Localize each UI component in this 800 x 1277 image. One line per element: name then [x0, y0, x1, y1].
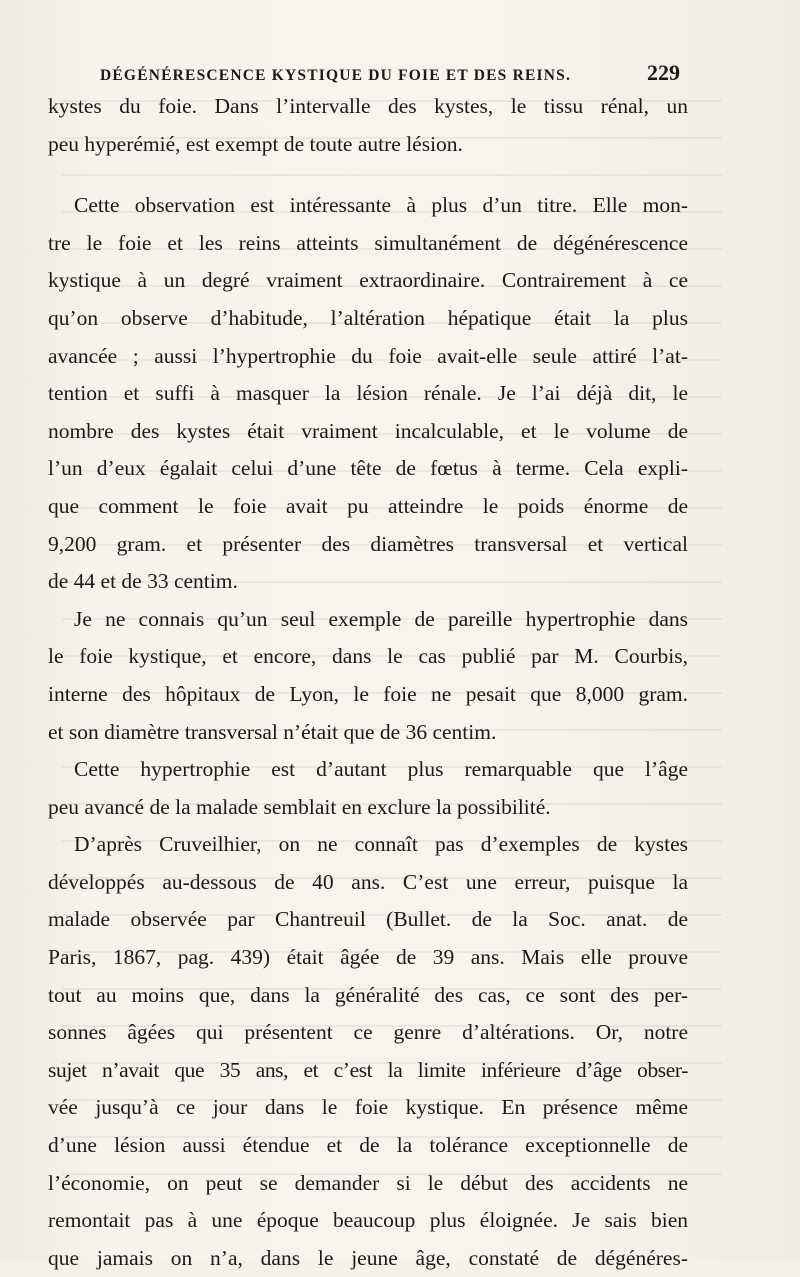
text-line: qu’on observe d’habitude, l’altération hépatique était la plus: [48, 305, 688, 330]
text-line: sujet n’avait que 35 ans, et c’est la limite inférieure d’âge obser-: [48, 1057, 688, 1082]
text-line: kystique à un degré vraiment extraordinaire. Contrairement à ce: [48, 268, 688, 293]
text-line: peu avancé de la malade semblait en exclure la possibilité.: [48, 794, 551, 819]
text-line: sonnes âgées qui présentent ce genre d’altérations. Or, notre: [48, 1020, 688, 1045]
text-line: tre le foie et les reins atteints simultanément de dégénérescence: [48, 230, 688, 255]
text-line: l’économie, on peut se demander si le début des accidents ne: [48, 1170, 688, 1195]
text-line: vée jusqu’à ce jour dans le foie kystique. En présence même: [48, 1095, 688, 1120]
text-line: 9,200 gram. et présenter des diamètres transversal et vertical: [48, 531, 688, 556]
text-line: D’après Cruveilhier, on ne connaît pas d’exemples de kystes: [74, 832, 688, 857]
body-text: [48, 88, 688, 1277]
paragraph: [48, 187, 688, 601]
paragraph-gap: [48, 163, 688, 187]
paragraph: [48, 826, 688, 1277]
text-line: avancée ; aussi l’hypertrophie du foie avait-elle seule attiré l’at-: [48, 343, 688, 368]
text-line: développés au-dessous de 40 ans. C’est une erreur, puisque la: [48, 869, 688, 894]
paragraph: [48, 751, 688, 826]
text-line: d’une lésion aussi étendue et de la tolérance exceptionnelle de: [48, 1133, 688, 1158]
text-line: l’un d’eux égalait celui d’une tête de fœtus à terme. Cela expli-: [48, 456, 688, 481]
running-head: [100, 60, 680, 90]
text-line: que jamais on n’a, dans le jeune âge, constaté de dégénéres-: [48, 1245, 688, 1270]
page-number: 229: [647, 60, 680, 85]
text-line: nombre des kystes était vraiment incalculable, et le volume de: [48, 418, 688, 443]
text-line: Cette hypertrophie est d’autant plus remarquable que l’âge: [74, 757, 688, 782]
text-line: Paris, 1867, pag. 439) était âgée de 39 ans. Mais elle prouve: [48, 945, 688, 970]
text-line: de 44 et de 33 centim.: [48, 569, 238, 594]
text-line: tention et suffi à masquer la lésion rénale. Je l’ai déjà dit, le: [48, 381, 688, 406]
text-line: tout au moins que, dans la généralité des cas, ce sont des per-: [48, 982, 688, 1007]
text-line: que comment le foie avait pu atteindre le poids énorme de: [48, 493, 688, 518]
text-line: et son diamètre transversal n’était que de 36 centim.: [48, 719, 497, 744]
text-line: kystes du foie. Dans l’intervalle des kystes, le tissu rénal, un: [48, 94, 688, 118]
text-line: le foie kystique, et encore, dans le cas publié par M. Courbis,: [48, 644, 688, 669]
paragraph: [48, 88, 688, 163]
text-line: interne des hôpitaux de Lyon, le foie ne pesait que 8,000 gram.: [48, 681, 688, 706]
running-title: DÉGÉNÉRESCENCE KYSTIQUE DU FOIE ET DES REINS.: [100, 67, 572, 84]
text-line: malade observée par Chantreuil (Bullet. de la Soc. anat. de: [48, 907, 688, 932]
paragraph: [48, 601, 688, 751]
text-line: peu hyperémié, est exempt de toute autre lésion.: [48, 131, 463, 156]
text-line: Je ne connais qu’un seul exemple de pareille hypertrophie dans: [74, 606, 688, 631]
text-line: remontait pas à une époque beaucoup plus éloignée. Je sais bien: [48, 1208, 688, 1233]
text-line: Cette observation est intéressante à plus d’un titre. Elle mon-: [74, 193, 688, 218]
